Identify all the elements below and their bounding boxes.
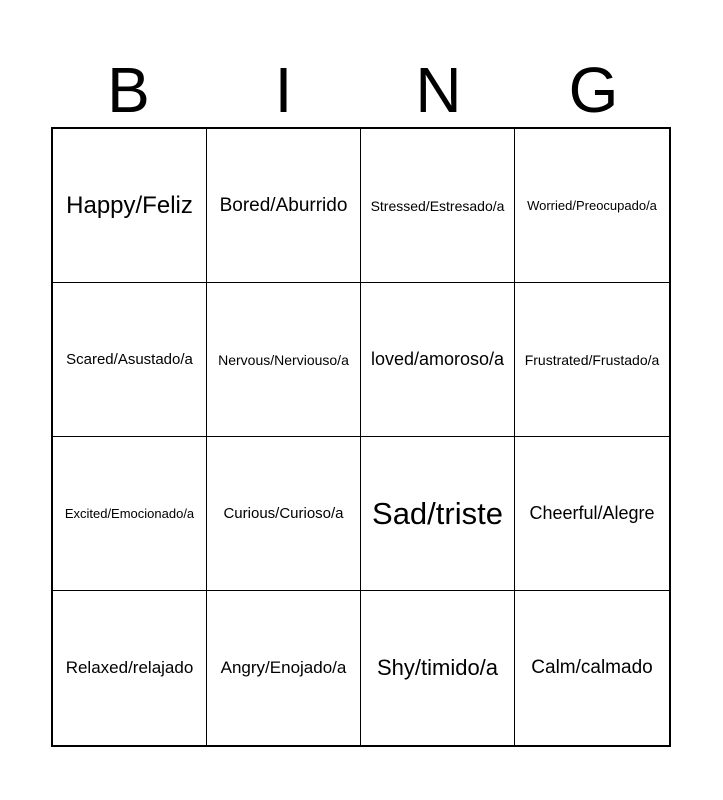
bingo-cell: Calm/calmado [531,657,653,678]
bingo-cell: Curious/Curioso/a [207,437,361,591]
bingo-cell: Stressed/Estresado/a [361,129,515,283]
bingo-cell: Angry/Enojado/a [207,591,361,745]
bingo-header [51,52,671,128]
header-letter-b: B [107,54,150,126]
header-letter-i: I [274,54,293,126]
bingo-cell: loved/amoroso/a [361,283,515,437]
bingo-cell: Excited/Emocionado/a [53,437,207,591]
bingo-cell: Nervous/Nerviouso/a [207,283,361,437]
bingo-cell: Frustrated/Frustado/a [515,283,669,437]
bingo-cell: Scared/Asustado/a [53,283,207,437]
bingo-card [51,127,671,747]
bingo-cell: Sad/triste [361,437,515,591]
bingo-cell: Shy/timido/a [361,591,515,745]
bingo-cell: Happy/Feliz [53,129,207,283]
bingo-cell: Bored/Aburrido [207,129,361,283]
bingo-cell: Cheerful/Alegre [515,437,669,591]
header-letter-g: G [568,54,619,126]
bingo-cell: Worried/Preocupado/a [515,129,669,283]
header-letter-n: N [415,54,462,126]
bingo-cell: Relaxed/relajado [53,591,207,745]
